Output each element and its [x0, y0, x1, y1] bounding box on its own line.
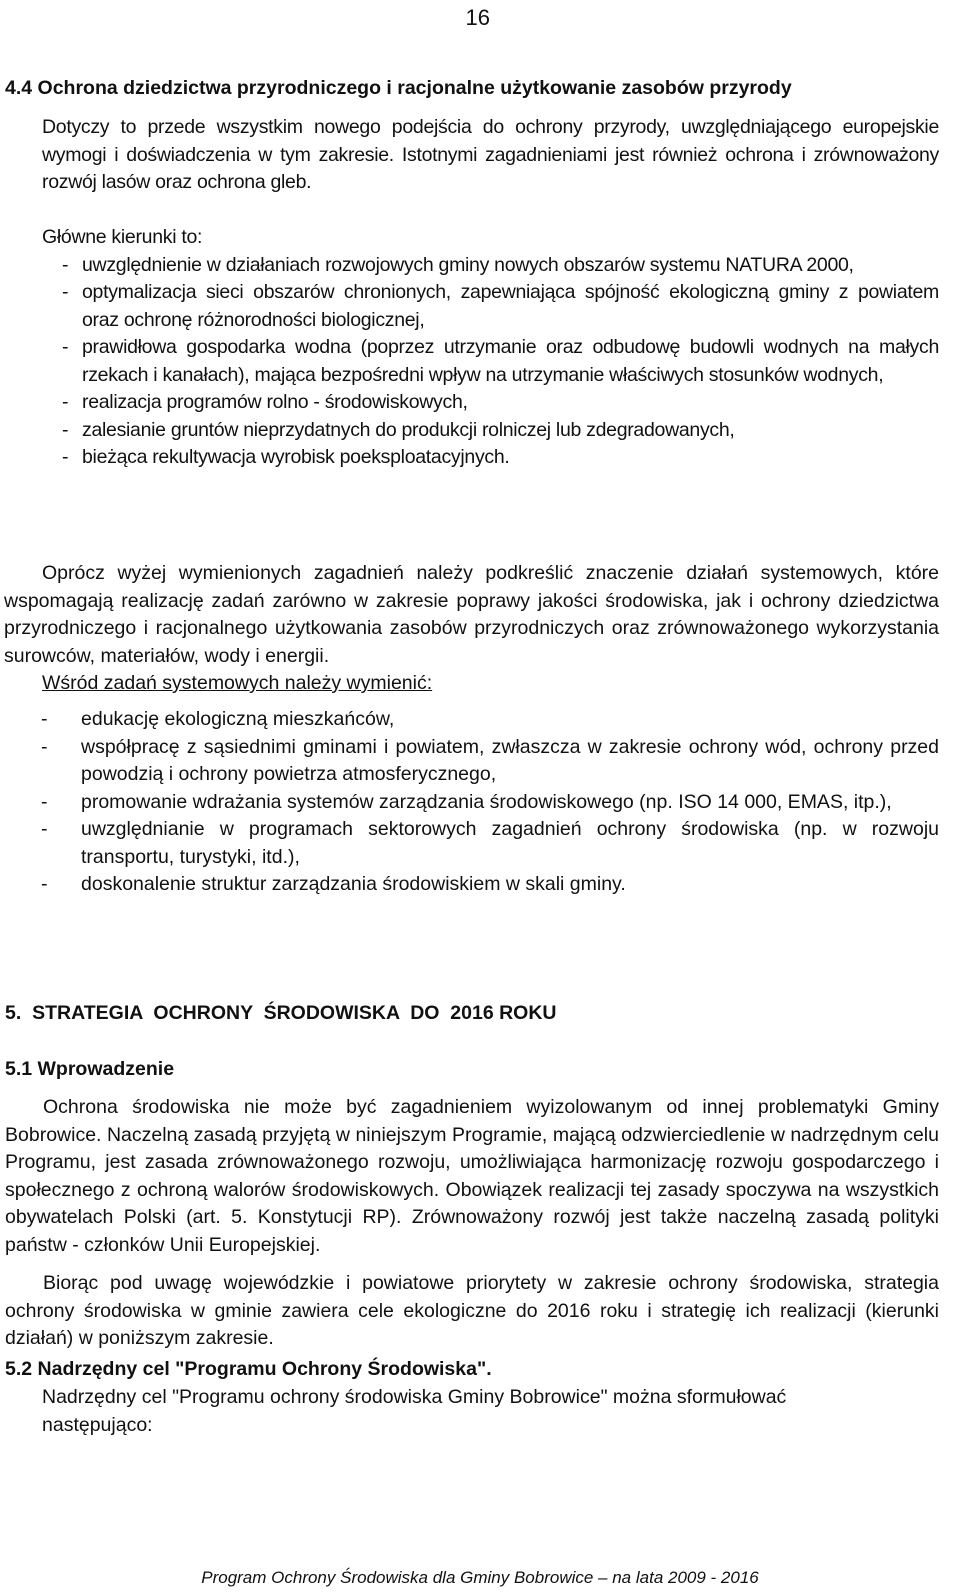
section-5-2-paragraph: Nadrzędny cel "Programu ochrony środowiska Gminy Bobrowice" można sformułować następująco: [42, 1386, 787, 1436]
list-item: - edukację ekologiczną mieszkańców, [41, 706, 939, 734]
systemic-paragraph: Oprócz wyżej wymienionych zagadnień należy podkreślić znaczenie działań systemowych, które wspomagają realizację zadań zarówno w zakresie poprawy jakości środowiska, jak i ochrony dziedzictwa przyrodniczego i racjonalnego użytkowania zasobów przyrodniczych oraz zrównoważonego wykorzystania surowców, materiałów, wody i energii. [4, 562, 939, 667]
page-number: 16 [465, 5, 490, 30]
section-5-1-heading: 5.1 Wprowadzenie [5, 1058, 175, 1080]
section-4-4-intro: Dotyczy to przede wszystkim nowego podejścia do ochrony przyrody, uwzględniającego europejskie wymogi i doświadczenia w tym zakresie. Istotnymi zagadnieniami jest również ochrona i zrównoważony rozwój lasów oraz ochrona gleb. [42, 116, 939, 193]
section-5-2-heading: 5.2 Nadrzędny cel "Programu Ochrony Środowiska". [5, 1358, 492, 1380]
systemic-block [4, 560, 939, 698]
systemic-tasks-block [5, 706, 939, 899]
systemic-tasks-label: Wśród zadań systemowych należy wymienić: [42, 672, 433, 694]
list-item: - zalesianie gruntów nieprzydatnych do produkcji rolniczej lub zdegradowanych, [62, 417, 939, 445]
list-item: - współpracę z sąsiednimi gminami i powiatem, zwłaszcza w zakresie ochrony wód, ochrony przed powodzią i ochrony powietrza atmosferycznego, [41, 734, 939, 789]
list-item: - bieżąca rekultywacja wyrobisk poeksploatacyjnych. [62, 444, 939, 472]
section-4-4-heading: 4.4 Ochrona dziedzictwa przyrodniczego i racjonalne użytkowanie zasobów przyrody [5, 77, 792, 99]
systemic-tasks-list [41, 706, 939, 899]
main-directions-label: Główne kierunki to: [42, 226, 203, 248]
list-item: - doskonalenie struktur zarządzania środowiskiem w skali gminy. [41, 871, 939, 899]
list-item: - realizacja programów rolno - środowiskowych, [62, 389, 939, 417]
main-directions-list [62, 252, 939, 472]
list-item: - optymalizacja sieci obszarów chronionych, zapewniająca spójność ekologiczną gminy z powiatem oraz ochronę różnorodności biologicznej, [62, 279, 939, 334]
section-5-1-paragraph-1: Ochrona środowiska nie może być zagadnieniem wyizolowanym od innej problematyki Gminy Bobrowice. Naczelną zasadą przyjętą w niniejszym Programie, mającą odzwierciedlenie w nadrzędnym celu Programu, jest zasada zrównoważonego rozwoju, umożliwiająca harmonizację rozwoju gospodarczego i społecznego z ochroną walorów środowiskowych. Obowiązek realizacji tej zasady spoczywa na wszystkich obywatelach Polski (art. 5. Konstytucji RP). Zrównoważony rozwój jest także naczelną zasadą polityki państw - członków Unii Europejskiej. [5, 1096, 939, 1256]
section-5-heading: 5. STRATEGIA OCHRONY ŚRODOWISKA DO 2016 ROKU [5, 1002, 557, 1024]
list-item: - promowanie wdrażania systemów zarządzania środowiskowego (np. ISO 14 000, EMAS, itp.), [41, 789, 939, 817]
list-item: - prawidłowa gospodarka wodna (poprzez utrzymanie oraz odbudowę budowli wodnych na małych rzekach i kanałach), mająca bezpośredni wpływ na utrzymanie właściwych stosunków wodnych, [62, 334, 939, 389]
list-item: - uwzględnienie w działaniach rozwojowych gminy nowych obszarów systemu NATURA 2000, [62, 252, 939, 280]
list-item: - uwzględnianie w programach sektorowych zagadnień ochrony środowiska (np. w rozwoju transportu, turystyki, itd.), [41, 816, 939, 871]
section-5-1-paragraph-2: Biorąc pod uwagę wojewódzkie i powiatowe priorytety w zakresie ochrony środowiska, strategia ochrony środowiska w gminie zawiera cele ekologiczne do 2016 roku i strategię ich realizacji (kierunki działań) w poniższym zakresie. [5, 1272, 939, 1349]
main-directions-block [42, 224, 939, 472]
page-footer: Program Ochrony Środowiska dla Gminy Bobrowice – na lata 2009 - 2016 [201, 1568, 759, 1587]
